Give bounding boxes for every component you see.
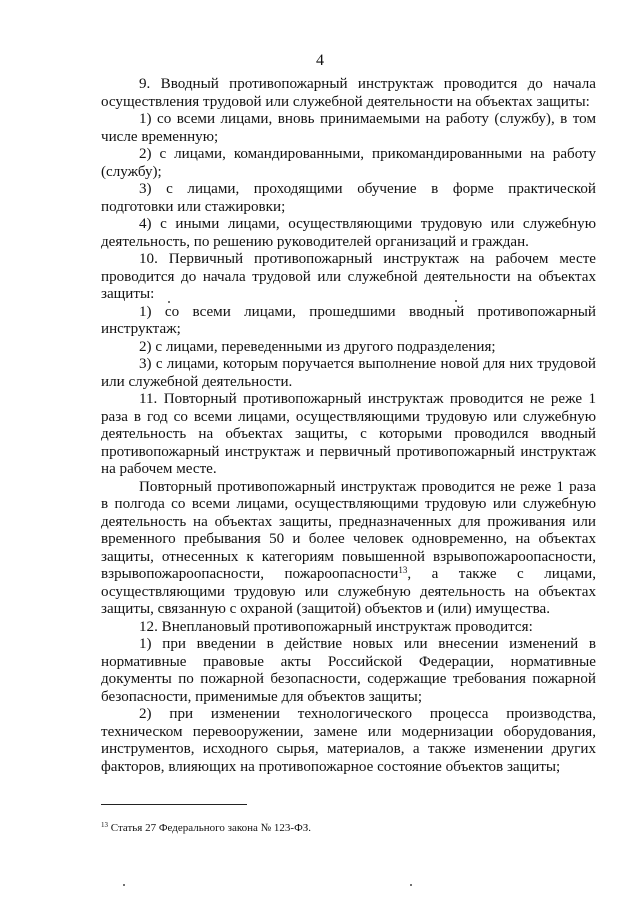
paragraph: 4) с иными лицами, осуществляющими трудовую или служебную деятельность, по решению руководителей организаций и граждан. — [101, 216, 596, 250]
paragraph-text: Повторный противопожарный инструктаж проводится не реже 1 раза в полгода со всеми лицами, осуществляющими трудовую или служебную деятельность на объектах защиты, предназначенных для проживания или временного пребывания 50 и более человек одновременно, на объектах защиты, отнесенных к категориям повышенной взрывопожароопасности, взрывопожароопасности, пожароопасности — [101, 478, 596, 582]
paragraph-repeat-instruction — [101, 479, 596, 619]
scan-speck — [168, 301, 170, 303]
footnote-ref: 13 — [398, 565, 408, 575]
paragraph-text: , а также с лицами, осуществляющими трудовую или служебную деятельность на объектах защиты, связанную с охраной (защитой) объектов и (или) имущества. — [101, 566, 596, 617]
paragraph: 1) со всеми лицами, вновь принимаемыми на работу (службу), в том числе временную; — [101, 111, 596, 145]
paragraph: 2) с лицами, переведенными из другого подразделения; — [139, 338, 496, 355]
paragraph: 2) при изменении технологического процесса производства, техническом перевооружении, замене или модернизации оборудования, инструментов, исходного сырья, материалов, а также изменении других факторов, влияющих на противопожарное состояние объектов защиты; — [101, 706, 596, 775]
document-body — [101, 76, 596, 776]
footnote-text: Статья 27 Федерального закона № 123-ФЗ. — [108, 822, 312, 834]
paragraph: 12. Внеплановый противопожарный инструктаж проводится: — [139, 618, 533, 635]
paragraph: 3) с лицами, проходящими обучение в форме практической подготовки или стажировки; — [101, 181, 596, 215]
footnote-number: 13 — [101, 821, 108, 829]
page-number: 4 — [316, 52, 324, 69]
paragraph: 2) с лицами, командированными, прикомандированными на работу (службу); — [101, 146, 596, 180]
paragraph: 1) со всеми лицами, прошедшими вводный противопожарный инструктаж; — [101, 303, 596, 337]
scan-speck — [455, 300, 457, 302]
scan-speck — [123, 884, 125, 886]
paragraph: 1) при введении в действие новых или внесении изменений в нормативные правовые акты Российской Федерации, нормативные документы по пожарной безопасности, содержащие требования пожарной безопасности, применимые для объектов защиты; — [101, 636, 596, 705]
paragraph: 3) с лицами, которым поручается выполнение новой для них трудовой или служебной деятельности. — [101, 356, 596, 390]
paragraph: 11. Повторный противопожарный инструктаж проводится не реже 1 раза в год со всеми лицами, осуществляющими трудовую или служебную деятельность на объектах защиты, с которыми проводился вводный противопожарный инструктаж и первичный противопожарный инструктаж на рабочем месте. — [101, 391, 596, 477]
paragraph: 10. Первичный противопожарный инструктаж на рабочем месте проводится до начала трудовой или служебной деятельности на объектах защиты: — [101, 251, 596, 302]
footnote-separator — [101, 804, 247, 805]
footnote — [101, 822, 596, 835]
paragraph: 9. Вводный противопожарный инструктаж проводится до начала осуществления трудовой или служебной деятельности на объектах защиты: — [101, 76, 596, 110]
scan-speck — [410, 884, 412, 886]
